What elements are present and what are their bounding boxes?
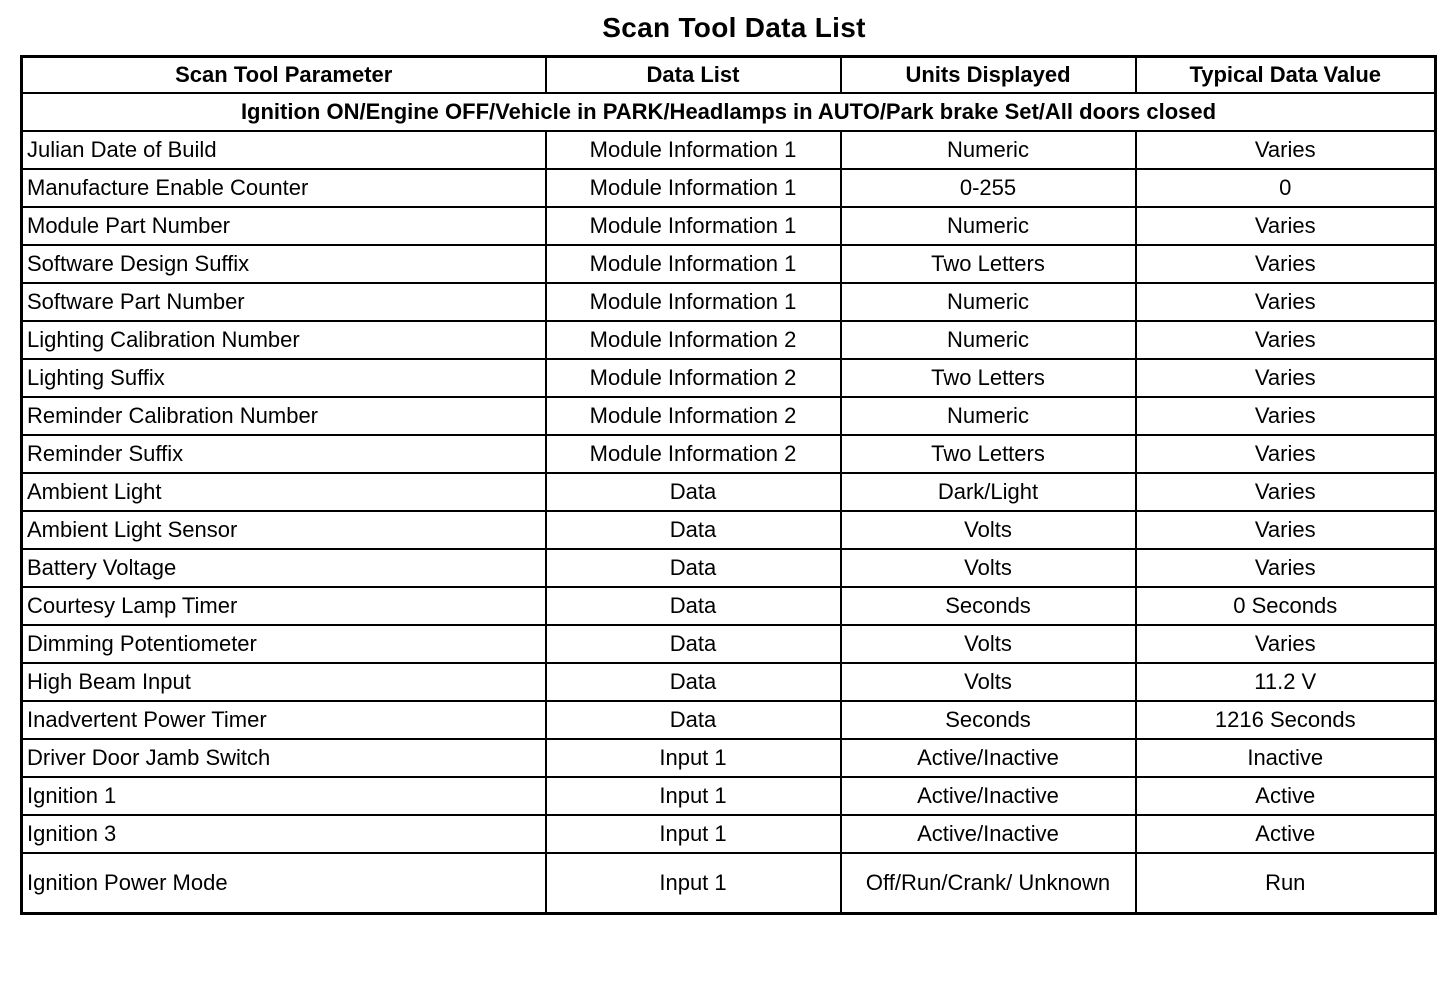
condition-row [22,93,1436,131]
cell-data-list: Module Information 1 [546,207,841,245]
header-units-displayed: Units Displayed [841,57,1136,94]
cell-typical-value: Varies [1136,397,1436,435]
cell-parameter: High Beam Input [22,663,546,701]
cell-units: Volts [841,625,1136,663]
cell-parameter: Module Part Number [22,207,546,245]
header-row [22,57,1436,94]
table-row [22,435,1436,473]
page-title: Scan Tool Data List [602,12,866,43]
cell-typical-value: Varies [1136,283,1436,321]
cell-typical-value: Varies [1136,511,1436,549]
cell-typical-value: Varies [1136,207,1436,245]
table-row [22,587,1436,625]
cell-typical-value: 0 [1136,169,1436,207]
cell-data-list: Data [546,473,841,511]
cell-typical-value: Varies [1136,359,1436,397]
cell-typical-value: Varies [1136,131,1436,169]
cell-parameter: Software Part Number [22,283,546,321]
cell-typical-value: Run [1136,853,1436,914]
cell-typical-value: 1216 Seconds [1136,701,1436,739]
table-body [22,93,1436,914]
cell-units: Active/Inactive [841,815,1136,853]
condition-cell: Ignition ON/Engine OFF/Vehicle in PARK/Headlamps in AUTO/Park brake Set/All doors closed [22,93,1436,131]
header-data-list: Data List [546,57,841,94]
table-row [22,625,1436,663]
cell-data-list: Data [546,549,841,587]
cell-units: Off/Run/Crank/ Unknown [841,853,1136,914]
cell-units: Volts [841,549,1136,587]
cell-data-list: Module Information 2 [546,435,841,473]
cell-units: Volts [841,511,1136,549]
cell-units: Two Letters [841,435,1136,473]
cell-units: Two Letters [841,359,1136,397]
cell-units: Numeric [841,207,1136,245]
table-row [22,701,1436,739]
table-row [22,739,1436,777]
cell-typical-value: Varies [1136,549,1436,587]
cell-typical-value: Active [1136,815,1436,853]
cell-units: Numeric [841,131,1136,169]
cell-typical-value: Active [1136,777,1436,815]
cell-data-list: Data [546,663,841,701]
cell-units: Seconds [841,587,1136,625]
cell-parameter: Driver Door Jamb Switch [22,739,546,777]
cell-typical-value: 0 Seconds [1136,587,1436,625]
scan-tool-data-table [20,55,1437,915]
cell-typical-value: Varies [1136,435,1436,473]
cell-data-list: Input 1 [546,815,841,853]
cell-typical-value: Varies [1136,245,1436,283]
header-scan-tool-parameter: Scan Tool Parameter [22,57,546,94]
cell-parameter: Battery Voltage [22,549,546,587]
table-row [22,245,1436,283]
cell-units: Seconds [841,701,1136,739]
table-row [22,777,1436,815]
cell-parameter: Lighting Suffix [22,359,546,397]
cell-units: Two Letters [841,245,1136,283]
cell-data-list: Module Information 1 [546,283,841,321]
table-row [22,283,1436,321]
cell-units: Volts [841,663,1136,701]
cell-data-list: Module Information 2 [546,397,841,435]
cell-data-list: Module Information 1 [546,169,841,207]
cell-data-list: Module Information 2 [546,359,841,397]
cell-units: Active/Inactive [841,777,1136,815]
cell-parameter: Ignition 3 [22,815,546,853]
cell-parameter: Ignition 1 [22,777,546,815]
table-row [22,663,1436,701]
cell-units: Dark/Light [841,473,1136,511]
cell-parameter: Courtesy Lamp Timer [22,587,546,625]
table-row [22,397,1436,435]
table-row [22,321,1436,359]
cell-parameter: Ignition Power Mode [22,853,546,914]
cell-data-list: Module Information 1 [546,131,841,169]
table-row [22,549,1436,587]
table-row [22,815,1436,853]
cell-data-list: Data [546,625,841,663]
cell-typical-value: 11.2 V [1136,663,1436,701]
cell-data-list: Module Information 2 [546,321,841,359]
table-row [22,207,1436,245]
cell-parameter: Ambient Light Sensor [22,511,546,549]
cell-typical-value: Varies [1136,321,1436,359]
cell-units: Numeric [841,397,1136,435]
table-row [22,853,1436,914]
cell-typical-value: Inactive [1136,739,1436,777]
cell-parameter: Reminder Calibration Number [22,397,546,435]
cell-parameter: Dimming Potentiometer [22,625,546,663]
cell-parameter: Julian Date of Build [22,131,546,169]
table-row [22,473,1436,511]
cell-data-list: Data [546,511,841,549]
cell-units: Numeric [841,283,1136,321]
cell-parameter: Ambient Light [22,473,546,511]
cell-data-list: Input 1 [546,777,841,815]
cell-data-list: Input 1 [546,853,841,914]
table-row [22,511,1436,549]
cell-typical-value: Varies [1136,625,1436,663]
cell-data-list: Module Information 1 [546,245,841,283]
cell-data-list: Input 1 [546,739,841,777]
cell-parameter: Software Design Suffix [22,245,546,283]
cell-units: Numeric [841,321,1136,359]
cell-parameter: Manufacture Enable Counter [22,169,546,207]
header-typical-data-value: Typical Data Value [1136,57,1436,94]
cell-data-list: Data [546,701,841,739]
cell-parameter: Reminder Suffix [22,435,546,473]
cell-units: Active/Inactive [841,739,1136,777]
cell-units: 0-255 [841,169,1136,207]
cell-parameter: Inadvertent Power Timer [22,701,546,739]
table-row [22,169,1436,207]
cell-parameter: Lighting Calibration Number [22,321,546,359]
cell-typical-value: Varies [1136,473,1436,511]
table-row [22,359,1436,397]
cell-data-list: Data [546,587,841,625]
table-row [22,131,1436,169]
